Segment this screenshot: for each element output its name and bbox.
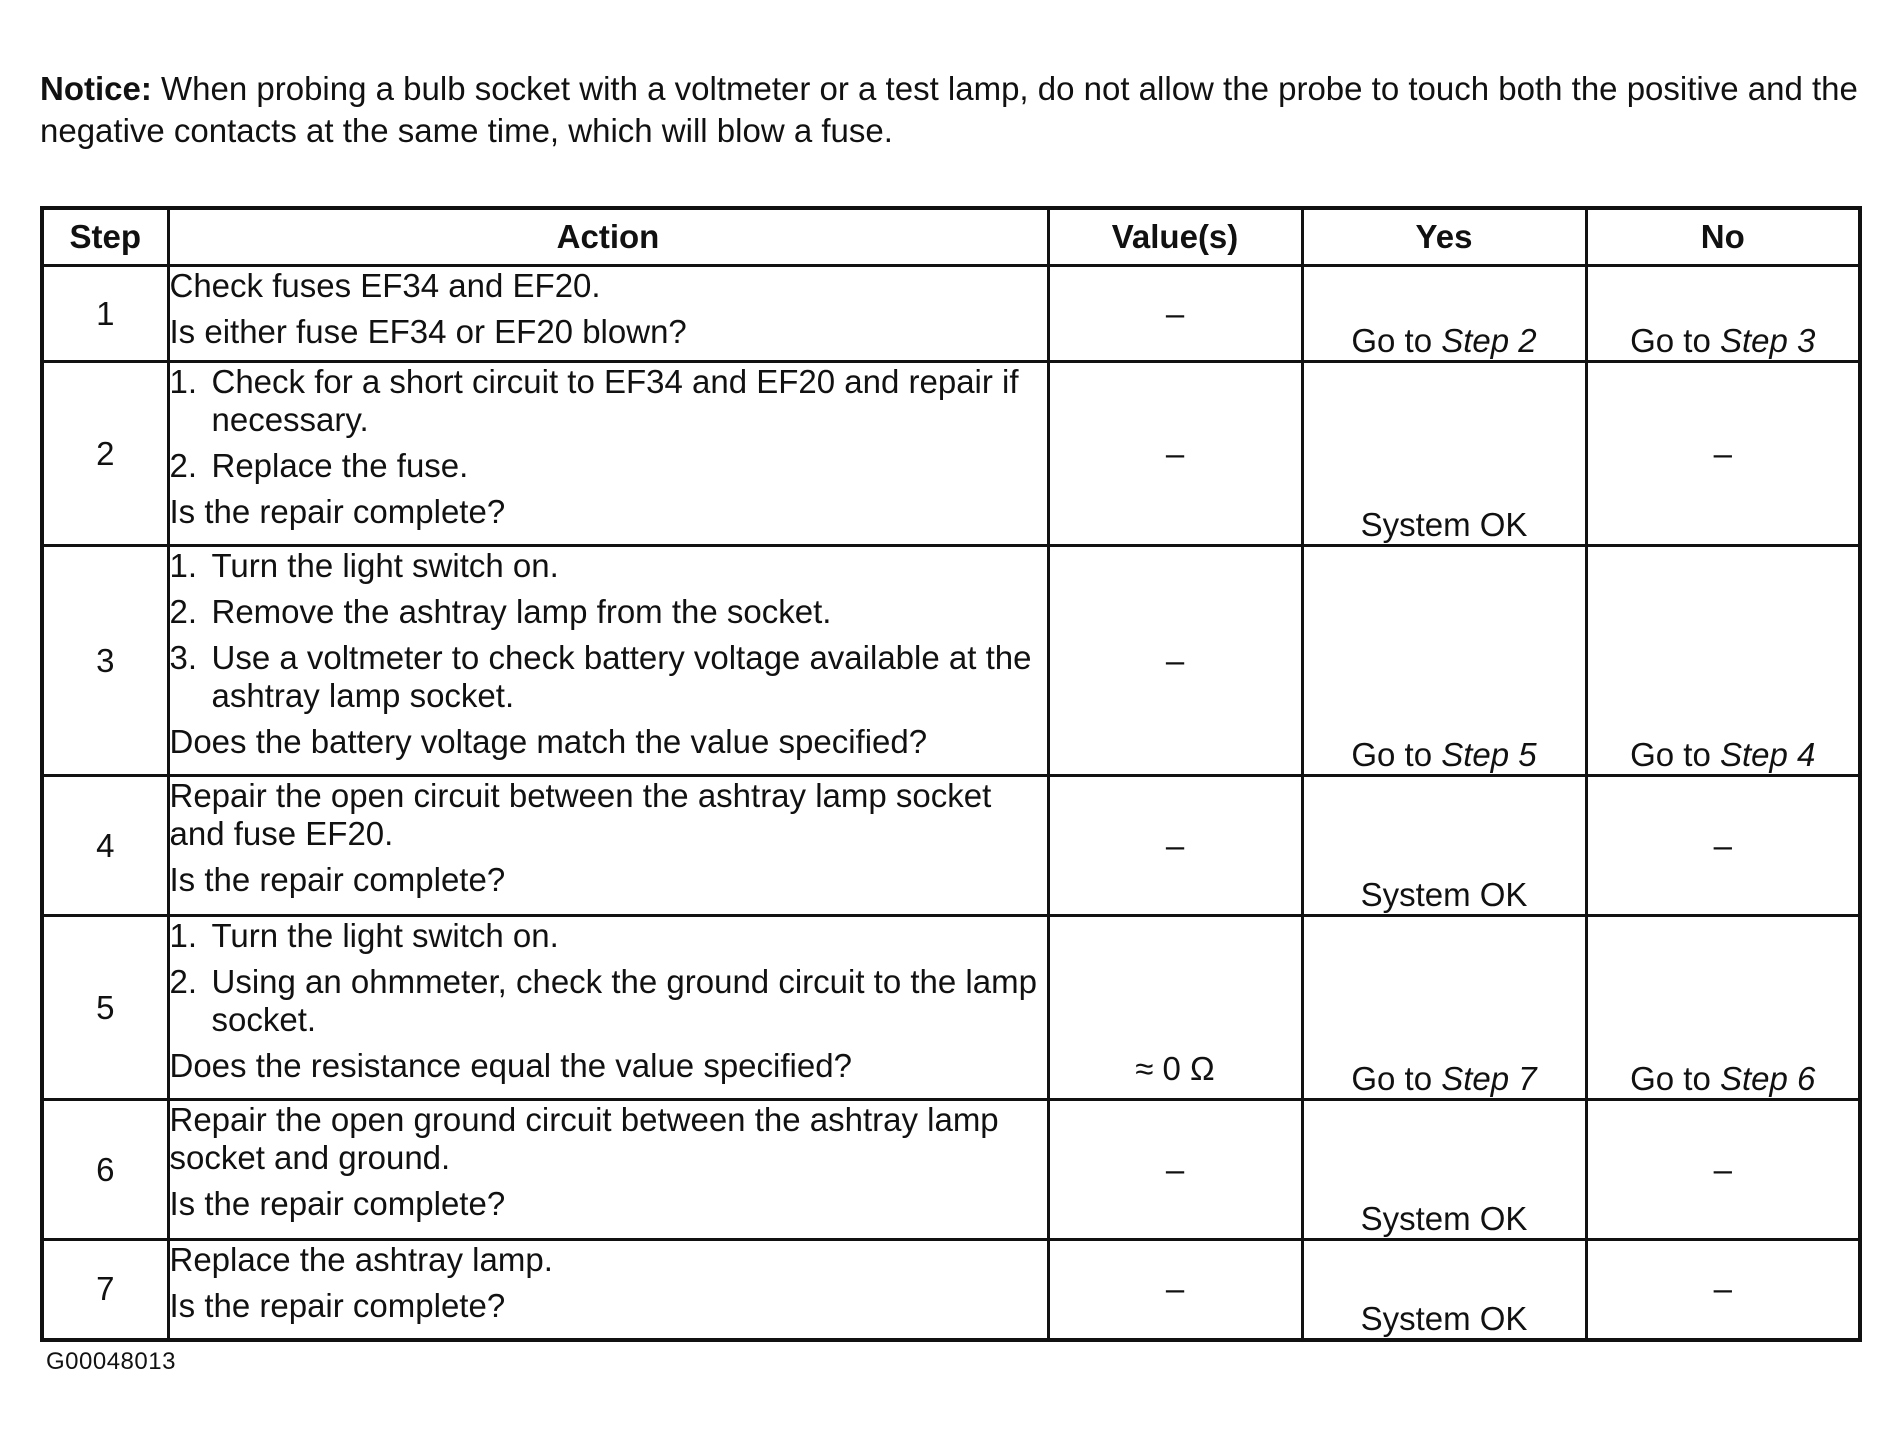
action-question: Is the repair complete?	[169, 1287, 506, 1324]
action-line: Repair the open circuit between the ashtray lamp socket and fuse EF20.	[169, 777, 992, 852]
yes-prefix: Go to	[1351, 736, 1442, 773]
yes-cell: System OK	[1302, 776, 1586, 916]
step-number: 2	[42, 362, 168, 546]
table-row	[42, 916, 1860, 1100]
table-row	[42, 1100, 1860, 1240]
action-line: Repair the open ground circuit between the ashtray lamp socket and ground.	[169, 1101, 999, 1176]
yes-prefix: Go to	[1351, 1060, 1442, 1097]
yes-step-link: Step 7	[1441, 1060, 1537, 1097]
yes-cell	[1302, 916, 1586, 1100]
item-text: Turn the light switch on.	[211, 917, 559, 954]
action-item	[170, 363, 1047, 439]
value-cell: –	[1048, 362, 1302, 546]
action-question: Does the resistance equal the value specified?	[169, 1047, 852, 1084]
no-cell	[1586, 916, 1860, 1100]
action-cell	[168, 916, 1048, 1100]
item-number: 1.	[169, 547, 198, 584]
no-cell	[1586, 546, 1860, 776]
no-cell	[1586, 266, 1860, 362]
item-number: 2.	[169, 963, 198, 1000]
header-action: Action	[168, 208, 1048, 266]
header-yes: Yes	[1302, 208, 1586, 266]
action-cell	[168, 266, 1048, 362]
action-item	[170, 917, 1047, 955]
step-number: 3	[42, 546, 168, 776]
no-step-link: Step 4	[1719, 736, 1816, 773]
value-cell: –	[1048, 776, 1302, 916]
no-prefix: Go to	[1630, 736, 1720, 773]
item-text: Turn the light switch on.	[211, 547, 559, 584]
table-row	[42, 266, 1860, 362]
value-cell: –	[1048, 1240, 1302, 1340]
header-no: No	[1586, 208, 1860, 266]
action-cell	[168, 362, 1048, 546]
yes-cell	[1302, 546, 1586, 776]
action-cell	[168, 1240, 1048, 1340]
action-item	[170, 547, 1047, 585]
yes-cell: System OK	[1302, 362, 1586, 546]
yes-step-link: Step 5	[1441, 736, 1537, 773]
no-cell: –	[1586, 776, 1860, 916]
notice-label: Notice:	[40, 70, 152, 107]
yes-cell: System OK	[1302, 1100, 1586, 1240]
yes-cell: System OK	[1302, 1240, 1586, 1340]
action-question: Is either fuse EF34 or EF20 blown?	[169, 313, 687, 350]
no-step-link: Step 6	[1719, 1060, 1816, 1097]
value-cell: ≈ 0 Ω	[1048, 916, 1302, 1100]
item-number: 2.	[169, 593, 198, 630]
item-text: Use a voltmeter to check battery voltage available at the ashtray lamp socket.	[211, 639, 1032, 714]
step-number: 1	[42, 266, 168, 362]
value-cell: –	[1048, 546, 1302, 776]
table-row	[42, 362, 1860, 546]
no-prefix: Go to	[1630, 1060, 1720, 1097]
action-cell	[168, 776, 1048, 916]
step-number: 4	[42, 776, 168, 916]
item-text: Replace the fuse.	[211, 447, 469, 484]
item-number: 2.	[169, 447, 198, 484]
action-item	[170, 593, 1047, 631]
item-number: 3.	[169, 639, 198, 676]
no-step-link: Step 3	[1719, 322, 1816, 359]
action-question: Is the repair complete?	[169, 1185, 506, 1222]
action-cell	[168, 546, 1048, 776]
yes-step-link: Step 2	[1441, 322, 1537, 359]
item-number: 1.	[169, 363, 198, 400]
yes-cell	[1302, 266, 1586, 362]
table-row	[42, 776, 1860, 916]
action-item	[170, 447, 1047, 485]
action-question: Is the repair complete?	[169, 493, 506, 530]
yes-prefix: Go to	[1351, 322, 1442, 359]
value-cell: –	[1048, 1100, 1302, 1240]
action-cell	[168, 1100, 1048, 1240]
header-step: Step	[42, 208, 168, 266]
action-item	[170, 963, 1047, 1039]
notice-text: When probing a bulb socket with a voltmeter or a test lamp, do not allow the probe to touch both the positive and the negative contacts at the same time, which will blow a fuse.	[40, 70, 1858, 149]
action-line: Replace the ashtray lamp.	[169, 1241, 553, 1278]
step-number: 6	[42, 1100, 168, 1240]
action-line: Check fuses EF34 and EF20.	[169, 267, 601, 304]
action-question: Does the battery voltage match the value specified?	[169, 723, 928, 760]
no-cell: –	[1586, 362, 1860, 546]
item-text: Check for a short circuit to EF34 and EF20 and repair if necessary.	[211, 363, 1019, 438]
item-number: 1.	[169, 917, 198, 954]
action-question: Is the repair complete?	[169, 861, 506, 898]
item-text: Using an ohmmeter, check the ground circuit to the lamp socket.	[211, 963, 1037, 1038]
step-number: 7	[42, 1240, 168, 1340]
item-text: Remove the ashtray lamp from the socket.	[211, 593, 832, 630]
no-prefix: Go to	[1630, 322, 1720, 359]
table-row	[42, 546, 1860, 776]
header-values: Value(s)	[1048, 208, 1302, 266]
table-row	[42, 1240, 1860, 1340]
value-cell: –	[1048, 266, 1302, 362]
notice-paragraph	[40, 68, 1870, 152]
no-cell: –	[1586, 1100, 1860, 1240]
table-header-row	[42, 208, 1860, 266]
no-cell: –	[1586, 1240, 1860, 1340]
step-number: 5	[42, 916, 168, 1100]
diagnostic-table	[40, 206, 1862, 1342]
figure-id: G00048013	[46, 1348, 176, 1375]
action-item	[170, 639, 1047, 715]
